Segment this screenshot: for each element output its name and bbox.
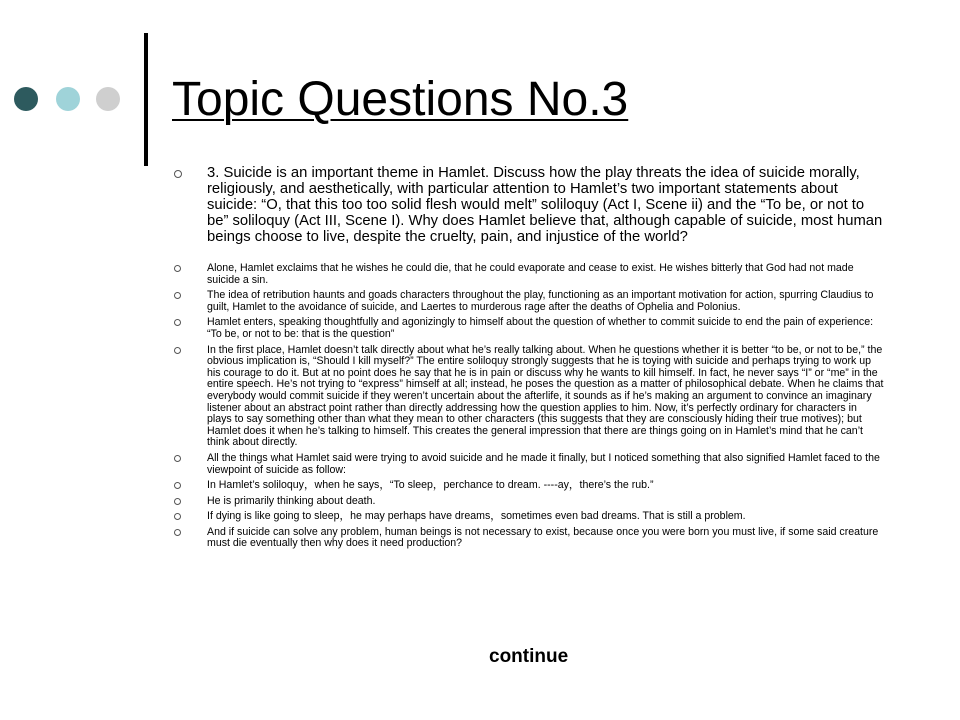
list-item — [172, 527, 884, 550]
gray-dot — [96, 87, 120, 111]
list-item-text: The idea of retribution haunts and goads characters throughout the play, functioning as an important motivation for action, spurring Claudius to guilt, Hamlet to the avoidance of suicide, and Laertes to murderous rage after the deaths of Ophelia and Polonius. — [207, 289, 874, 313]
bullet-list — [172, 165, 884, 554]
bullet-circle-icon — [174, 529, 181, 536]
list-item — [172, 263, 884, 286]
title-divider-line — [144, 33, 148, 166]
list-item-text: In Hamlet’s soliloquy，when he says，“To sleep，perchance to dream. ----ay，there’s the rub.” — [207, 479, 654, 492]
list-item — [172, 480, 884, 492]
list-item — [172, 511, 884, 523]
list-item-text: If dying is like going to sleep，he may perhaps have dreams，sometimes even bad dreams. That is still a problem. — [207, 510, 746, 523]
list-item — [172, 290, 884, 313]
list-item — [172, 345, 884, 449]
bullet-circle-icon — [174, 292, 181, 299]
bullet-circle-icon — [174, 170, 182, 178]
main-question-text: 3. Suicide is an important theme in Hamlet. Discuss how the play threats the idea of suicide morally, religiously, and aesthetically, with particular attention to Hamlet’s two important statements about suicide: “O, that this too too solid flesh would melt” soliloquy (Act I, Scene ii) and the “To be, or not to be” soliloquy (Act III, Scene I). Why does Hamlet believe that, although capable of suicide, most human beings choose to live, despite the cruelty, pain, and injustice of the world? — [207, 165, 883, 245]
list-item-text: And if suicide can solve any problem, human beings is not necessary to exist, because once you were born you must live, if some said creature must die eventually then why does it need production? — [207, 525, 879, 550]
bullet-circle-icon — [174, 347, 181, 354]
bullet-circle-icon — [174, 498, 181, 505]
list-item — [172, 317, 884, 340]
bullet-circle-icon — [174, 265, 181, 272]
list-item-text: All the things what Hamlet said were trying to avoid suicide and he made it finally, but I noticed something that also signified Hamlet faced to the viewpoint of suicide as follow: — [207, 451, 880, 476]
bullet-circle-icon — [174, 455, 181, 462]
list-item-text: He is primarily thinking about death. — [207, 494, 376, 507]
list-item-text: Alone, Hamlet exclaims that he wishes he could die, that he could evaporate and cease to exist. He wishes bitterly that God had not made suicide a sin. — [207, 262, 854, 286]
dark-teal-dot — [14, 87, 38, 111]
bullet-circle-icon — [174, 319, 181, 326]
light-teal-dot — [56, 87, 80, 111]
list-item-text: In the first place, Hamlet doesn’t talk directly about what he’s really talking about. When he questions whether it is better “to be, or not to be,” the obvious implication is, “Should I kill myself?” The entire soliloquy strongly suggests that he is toying with suicide and perhaps trying to work up his courage to do it. But at no point does he say that he is in pain or discuss why he wants to kill himself. In fact, he never says “I” or “me” in the entire speech. He’s not trying to “express” himself at all; instead, he poses the question as a matter of philosophical debate. When he claims that everybody would commit suicide if they weren’t uncertain about the afterlife, it sounds as if he’s making an argument to convince an imaginary listener about an abstract point rather than directly addressing how the question applies to him. Now, it’s perfectly ordinary for characters in plays to say something other than what they mean to other characters (this suggests that they are consciously hiding their true motives); but Hamlet does it when he’s talking to himself. This creates the general impression that there are things going on in Hamlet’s mind that he can’t think about directly. — [207, 343, 884, 449]
list-item — [172, 496, 884, 508]
continue-link[interactable]: continue — [489, 646, 569, 667]
bullet-circle-icon — [174, 513, 181, 520]
list-item-text: Hamlet enters, speaking thoughtfully and agonizingly to himself about the question of whether to commit suicide to end the pain of experience: “To be, or not to be: that is the question” — [207, 316, 874, 340]
bullet-circle-icon — [174, 482, 181, 489]
list-item — [172, 453, 884, 476]
slide-title: Topic Questions No.3 — [172, 73, 629, 126]
main-question-item — [172, 165, 884, 245]
